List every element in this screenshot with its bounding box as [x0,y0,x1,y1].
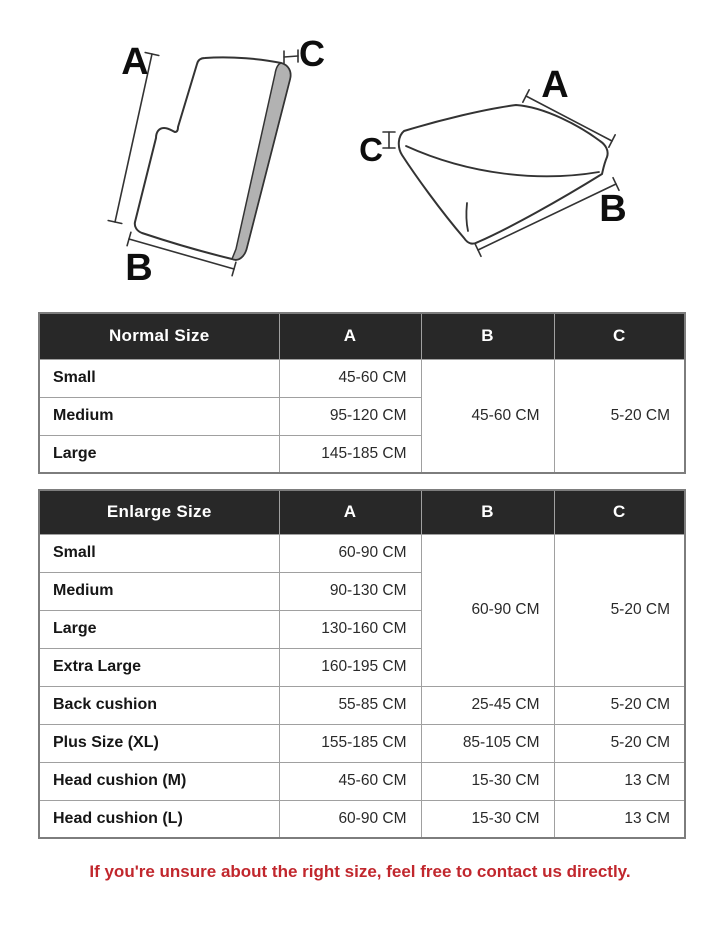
value-c: 5-20 CM [554,724,685,762]
size-label: Plus Size (XL) [39,724,279,762]
table-row [39,724,685,762]
column-header-b: B [421,490,554,534]
size-label: Back cushion [39,686,279,724]
seat-dim-marker-c [383,132,395,148]
value-b: 85-105 CM [421,724,554,762]
value-c: 13 CM [554,800,685,838]
table-row [39,534,685,572]
column-header-b: B [421,313,554,359]
enlarge-size-table [38,489,686,839]
normal-size-table [38,312,686,474]
value-b-merged: 45-60 CM [421,359,554,473]
value-a: 160-195 CM [279,648,421,686]
back-dim-marker-c [284,50,298,63]
value-c: 13 CM [554,762,685,800]
back-label-c: C [299,33,325,74]
table-title: Normal Size [39,313,279,359]
value-a: 60-90 CM [279,534,421,572]
value-a: 55-85 CM [279,686,421,724]
value-a: 90-130 CM [279,572,421,610]
value-c-merged: 5-20 CM [554,359,685,473]
size-label: Large [39,435,279,473]
column-header-a: A [279,490,421,534]
size-label: Head cushion (L) [39,800,279,838]
table-row [39,686,685,724]
table-title: Enlarge Size [39,490,279,534]
value-b: 15-30 CM [421,762,554,800]
size-diagrams [0,0,720,310]
column-header-a: A [279,313,421,359]
value-a: 155-185 CM [279,724,421,762]
size-label: Medium [39,572,279,610]
table-row [39,359,685,397]
back-label-a: A [121,41,149,83]
size-label: Small [39,534,279,572]
table-row [39,800,685,838]
table-row [39,762,685,800]
seat-label-a: A [541,64,569,106]
value-a: 60-90 CM [279,800,421,838]
value-a: 95-120 CM [279,397,421,435]
table-header-row [39,313,685,359]
seat-label-c: C [359,131,383,168]
contact-note: If you're unsure about the right size, feel free to contact us directly. [89,862,631,881]
column-header-c: C [554,490,685,534]
seat-label-b: B [599,188,627,230]
back-label-b: B [125,247,153,289]
size-label: Small [39,359,279,397]
value-b: 15-30 CM [421,800,554,838]
table-header-row [39,490,685,534]
size-label: Head cushion (M) [39,762,279,800]
value-b-merged: 60-90 CM [421,534,554,686]
value-c: 5-20 CM [554,686,685,724]
column-header-c: C [554,313,685,359]
value-b: 25-45 CM [421,686,554,724]
value-a: 45-60 CM [279,359,421,397]
size-label: Large [39,610,279,648]
size-label: Medium [39,397,279,435]
value-a: 145-185 CM [279,435,421,473]
value-a: 130-160 CM [279,610,421,648]
value-c-merged: 5-20 CM [554,534,685,686]
size-label: Extra Large [39,648,279,686]
value-a: 45-60 CM [279,762,421,800]
